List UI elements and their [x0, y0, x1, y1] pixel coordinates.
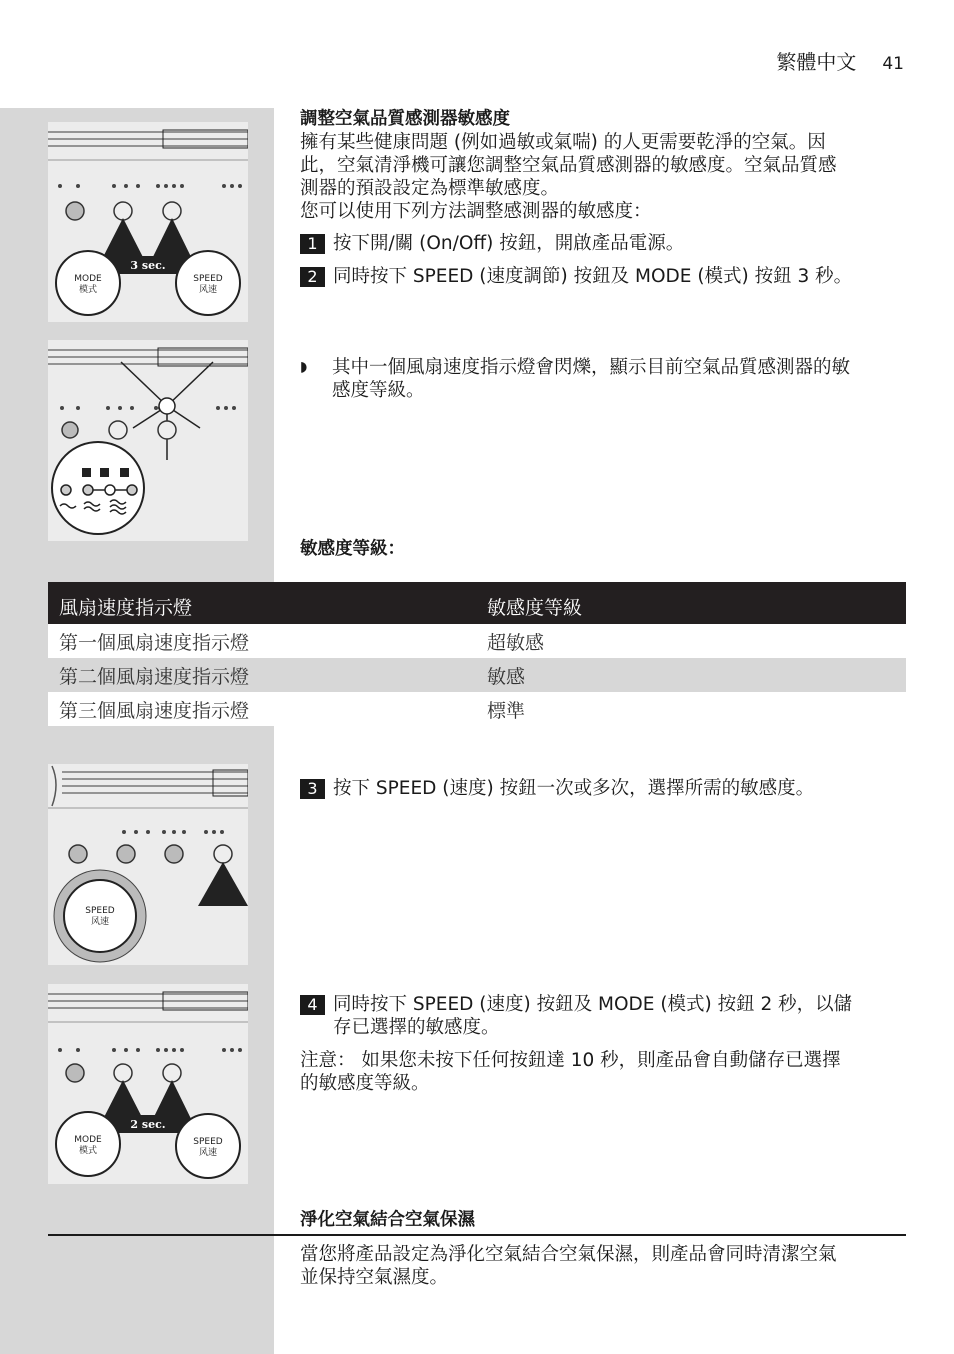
speed-label-zh: 风速 — [198, 1148, 218, 1158]
note-line: 的敏感度等級。 — [300, 1073, 430, 1094]
table-row — [48, 692, 906, 726]
body-line: 當您將產品設定為淨化空氣結合空氣保濕，則產品會同時清潔空氣 — [300, 1244, 837, 1265]
section-adjust-sensor — [300, 108, 904, 223]
step-number: 1 — [300, 234, 325, 254]
control-panel-illustration — [48, 984, 248, 1184]
step-1 — [300, 232, 904, 255]
speed-label-zh: 风速 — [198, 285, 218, 295]
page-number: 41 — [882, 54, 904, 74]
table-row — [48, 658, 906, 692]
intro-line: 測器的預設設定為標準敏感度。 — [300, 178, 560, 199]
table-header: 敏感度等級 — [476, 582, 906, 624]
control-panel-illustration — [48, 122, 248, 322]
table-cell: 第一個風扇速度指示燈 — [48, 624, 476, 658]
table-cell: 超敏感 — [476, 624, 906, 658]
section-purify-humidify — [300, 1243, 904, 1289]
indicator-illustration — [48, 340, 248, 541]
mode-label: MODE — [74, 1135, 102, 1145]
table-row — [48, 624, 906, 658]
step-number: 4 — [300, 995, 325, 1015]
table-cell: 敏感 — [476, 658, 906, 692]
table-cell: 標準 — [476, 692, 906, 726]
sensitivity-table — [48, 582, 906, 726]
step-text: 按下開/關 (On/Off) 按鈕，開啟產品電源。 — [333, 233, 685, 254]
language-label: 繁體中文 — [776, 50, 857, 74]
note-line: 注意： 如果您未按下任何按鈕達 10 秒，則產品會自動儲存已選擇 — [300, 1050, 841, 1071]
duration-label: 2 sec. — [130, 1118, 166, 1131]
section-divider — [48, 1234, 906, 1236]
speed-label: SPEED — [193, 1137, 223, 1147]
mode-label-zh: 模式 — [78, 1146, 98, 1156]
figure-press-mode-speed-2sec — [48, 984, 248, 1184]
figure-indicator-flashing — [48, 340, 248, 541]
duration-label: 3 sec. — [130, 259, 166, 272]
intro-line: 此，空氣清淨機可讓您調整空氣品質感測器的敏感度。空氣品質感 — [300, 155, 837, 176]
page-header — [776, 46, 904, 75]
intro-line: 您可以使用下列方法調整感測器的敏感度： — [300, 201, 652, 222]
result-line: 感度等級。 — [332, 380, 425, 401]
step-number: 3 — [300, 779, 325, 799]
speed-label: SPEED — [193, 274, 223, 284]
figure-press-mode-speed-3sec — [48, 122, 248, 322]
levels-label: 敏感度等級： — [300, 539, 405, 559]
body-line: 並保持空氣濕度。 — [300, 1267, 449, 1288]
section-title: 淨化空氣結合空氣保濕 — [300, 1210, 475, 1230]
speed-button-illustration — [48, 764, 248, 965]
speed-label: SPEED — [85, 906, 115, 916]
result-bullet — [300, 356, 904, 402]
figure-press-speed — [48, 764, 248, 965]
note — [300, 1049, 904, 1095]
result-line: 其中一個風扇速度指示燈會閃爍，顯示目前空氣品質感測器的敏 — [332, 357, 851, 378]
section-title: 調整空氣品質感測器敏感度 — [300, 109, 510, 129]
step-text: 按下 SPEED (速度) 按鈕一次或多次，選擇所需的敏感度。 — [333, 778, 815, 799]
bullet-arrow-icon: ◗ — [300, 359, 308, 375]
speed-label-zh: 风速 — [90, 917, 110, 927]
table-cell: 第二個風扇速度指示燈 — [48, 658, 476, 692]
step-2 — [300, 265, 904, 288]
intro-line: 擁有某些健康問題 (例如過敏或氣喘) 的人更需要乾淨的空氣。因 — [300, 132, 826, 153]
step-4 — [300, 993, 904, 1039]
step-text: 存已選擇的敏感度。 — [333, 1017, 500, 1038]
table-cell: 第三個風扇速度指示燈 — [48, 692, 476, 726]
step-3 — [300, 777, 904, 800]
mode-label-zh: 模式 — [78, 285, 98, 295]
step-number: 2 — [300, 267, 325, 287]
table-header: 風扇速度指示燈 — [48, 582, 476, 624]
step-text: 同時按下 SPEED (速度) 按鈕及 MODE (模式) 按鈕 2 秒，以儲 — [333, 994, 853, 1015]
step-text: 同時按下 SPEED (速度調節) 按鈕及 MODE (模式) 按鈕 3 秒。 — [333, 266, 853, 287]
mode-label: MODE — [74, 274, 102, 284]
